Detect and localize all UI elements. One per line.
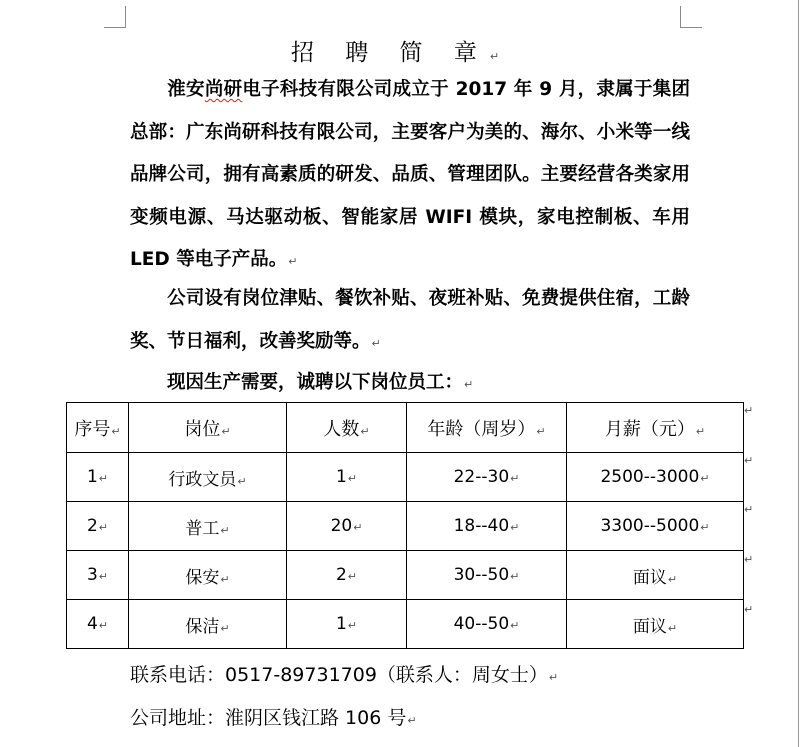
table-cell: 保洁↵ xyxy=(129,600,287,649)
header-cell-age: 年龄（周岁）↵ xyxy=(407,403,567,453)
table-cell: 40--50↵ xyxy=(407,600,567,649)
table-cell: 1↵ xyxy=(287,600,407,649)
paragraph-mark: ↵ xyxy=(489,50,512,63)
company-intro-text: 电子科技有限公司成立于 2017 年 9 月，隶属于集团总部：广东尚研科技有限公司，主要客户为美的、海尔、小米等一线品牌公司，拥有高素质的研发、品质、管理团队。主要经营各类家用变频电源、马达驱动板、智能家居 WIFI 模块，家电控制板、车用 LED 等电子产品。 xyxy=(130,79,690,271)
header-cell-count: 人数↵ xyxy=(287,403,407,453)
table-row xyxy=(67,453,744,502)
hiring-intro-text: 现因生产需要，诚聘以下岗位员工： xyxy=(167,372,464,393)
header-cell-index: 序号↵ xyxy=(67,403,129,453)
row-end-mark: ↵ xyxy=(744,603,754,616)
table-cell: 2500--3000↵ xyxy=(567,453,744,502)
table-cell: 3↵ xyxy=(67,551,129,600)
table-cell: 普工↵ xyxy=(129,502,287,551)
hiring-intro-paragraph xyxy=(130,362,690,407)
table-cell: 20↵ xyxy=(287,502,407,551)
row-end-mark: ↵ xyxy=(744,454,754,467)
company-name: 淮安尚研 xyxy=(167,79,243,100)
contact-phone: 联系电话：0517-89731709（联系人：周女士） xyxy=(130,664,548,686)
paragraph-mark: ↵ xyxy=(407,714,417,727)
table-cell: 3300--5000↵ xyxy=(567,502,744,551)
spellcheck-underlined-word: 尚研 xyxy=(204,79,243,100)
table-cell: 30--50↵ xyxy=(407,551,567,600)
table-row xyxy=(67,502,744,551)
row-end-mark: ↵ xyxy=(744,503,754,516)
table-cell: 行政文员↵ xyxy=(129,453,287,502)
benefits-paragraph xyxy=(130,278,690,365)
positions-table xyxy=(66,402,744,649)
table-cell: 2↵ xyxy=(287,551,407,600)
header-cell-salary: 月薪（元）↵ xyxy=(567,403,744,453)
document-title xyxy=(0,34,802,67)
table-cell: 22--30↵ xyxy=(407,453,567,502)
table-cell: 2↵ xyxy=(67,502,129,551)
crop-mark-right-horizontal xyxy=(680,27,702,28)
title-text: 招 聘 简 章 xyxy=(290,40,489,66)
table-cell: 18--40↵ xyxy=(407,502,567,551)
paragraph-mark: ↵ xyxy=(464,378,474,391)
crop-mark-left-vertical xyxy=(125,6,126,28)
table-cell: 面议↵ xyxy=(567,551,744,600)
table-header-row xyxy=(67,403,744,453)
crop-mark-left-horizontal xyxy=(104,27,126,28)
company-address: 公司地址：淮阴区钱江路 106 号 xyxy=(130,707,407,729)
page-edge xyxy=(798,0,799,747)
paragraph-mark: ↵ xyxy=(288,255,298,269)
benefits-text: 公司设有岗位津贴、餐饮补贴、夜班补贴、免费提供住宿，工龄奖、节日福利，改善奖励等。 xyxy=(130,288,690,352)
address-line xyxy=(130,703,417,730)
table-cell: 4↵ xyxy=(67,600,129,649)
table-cell: 1↵ xyxy=(67,453,129,502)
paragraph-mark: ↵ xyxy=(371,336,381,350)
row-end-mark: ↵ xyxy=(744,404,754,417)
table-row xyxy=(67,551,744,600)
crop-mark-right-vertical xyxy=(680,6,681,28)
contact-phone-line xyxy=(130,660,558,687)
table-cell: 保安↵ xyxy=(129,551,287,600)
table-cell: 1↵ xyxy=(287,453,407,502)
row-end-mark: ↵ xyxy=(744,553,754,566)
header-cell-position: 岗位↵ xyxy=(129,403,287,453)
table-row xyxy=(67,600,744,649)
company-intro-paragraph xyxy=(130,69,690,284)
table-cell: 面议↵ xyxy=(567,600,744,649)
paragraph-mark: ↵ xyxy=(548,671,559,684)
